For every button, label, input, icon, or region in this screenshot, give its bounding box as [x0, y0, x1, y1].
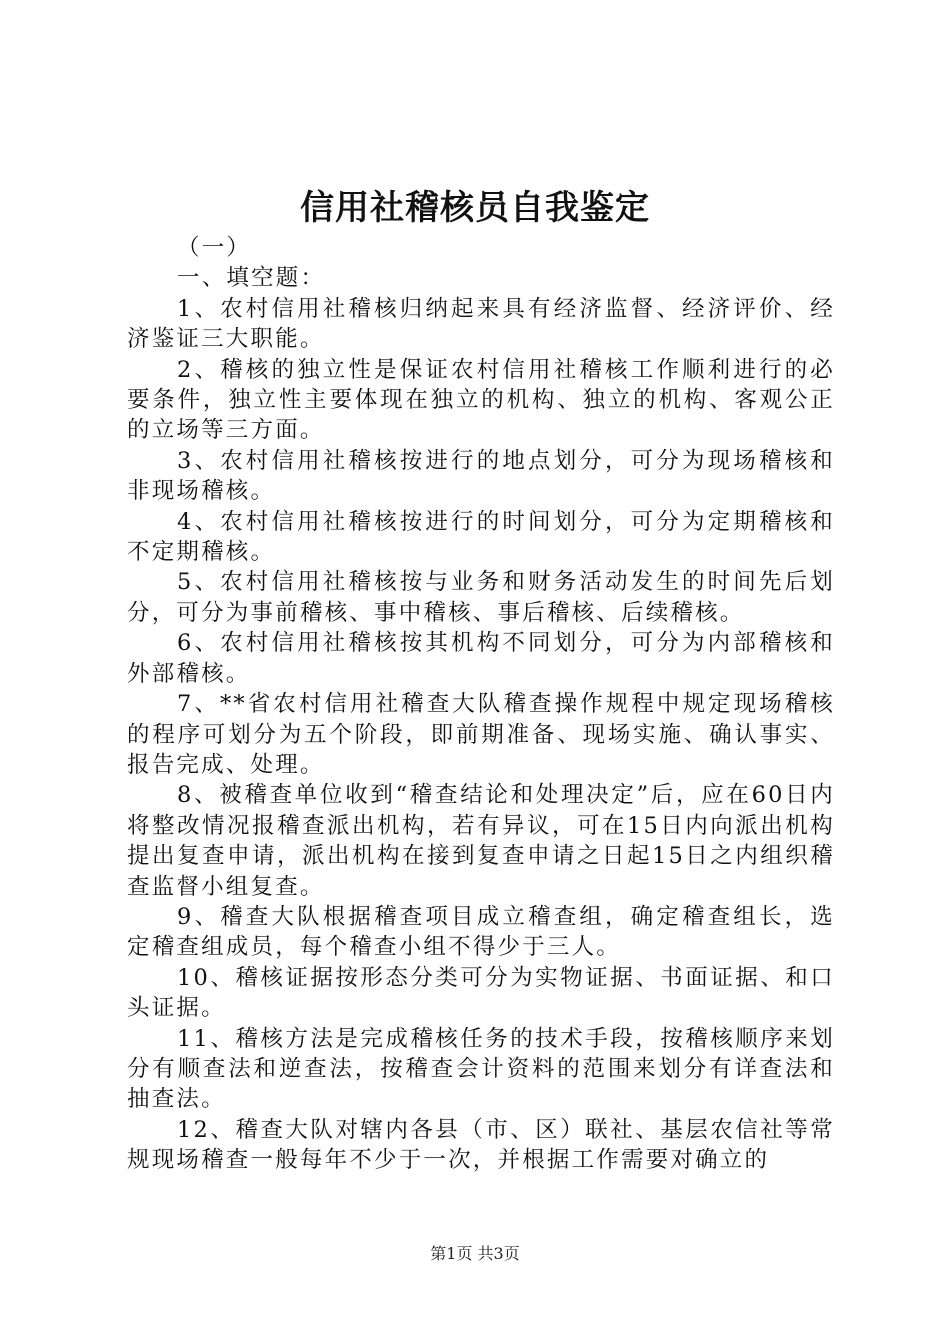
paragraph-item-5: 5、农村信用社稽核按与业务和财务活动发生的时间先后划分，可分为事前稽核、事中稽核、事后稽核、后续稽核。 — [127, 569, 835, 626]
page-footer: 第1页 共3页 — [430, 1244, 520, 1263]
paragraph-item-8: 8、被稽查单位收到“稽查结论和处理决定”后，应在60日内将整改情况报稽查派出机构，若有异议，可在15日内向派出机构提出复查申请，派出机构在接到复查申请之日起15日之内组织稽查监督小组复查。 — [127, 782, 835, 900]
paragraph-item-3: 3、农村信用社稽核按进行的地点划分，可分为现场稽核和非现场稽核。 — [127, 447, 835, 505]
paragraph-item-10: 10、稽核证据按形态分类可分为实物证据、书面证据、和口头证据。 — [127, 964, 835, 1022]
paragraph-item-12: 12、稽查大队对辖内各县（市、区）联社、基层农信社等常规现场稽查一般每年不少于一次，并根据工作需要对确立的 — [127, 1116, 835, 1174]
paragraph-item-7: 7、**省农村信用社稽查大队稽查操作规程中规定现场稽核的程序可划分为五个阶段，即前期准备、现场实施、确认事实、报告完成、处理。 — [127, 691, 835, 778]
section-heading: 一、填空题： — [177, 265, 326, 292]
document-body — [127, 233, 835, 1176]
document-title: 信用社稽核员自我鉴定 — [300, 188, 650, 228]
paragraph-item-4: 4、农村信用社稽核按进行的时间划分，可分为定期稽核和不定期稽核。 — [127, 508, 835, 566]
section-marker: （一） — [177, 235, 252, 261]
paragraph-item-2: 2、稽核的独立性是保证农村信用社稽核工作顺利进行的必要条件，独立性主要体现在独立的机构、独立的机构、客观公正的立场等三方面。 — [127, 356, 835, 444]
paragraph-item-9: 9、稽查大队根据稽查项目成立稽查组，确定稽查组长，选定稽查组成员，每个稽查小组不得少于三人。 — [127, 903, 835, 961]
paragraph-item-1: 1、农村信用社稽核归纳起来具有经济监督、经济评价、经济鉴证三大职能。 — [127, 295, 835, 353]
paragraph-item-6: 6、农村信用社稽核按其机构不同划分，可分为内部稽核和外部稽核。 — [127, 630, 835, 687]
paragraph-item-11: 11、稽核方法是完成稽核任务的技术手段，按稽核顺序来划分有顺查法和逆查法，按稽查会计资料的范围来划分有详查法和抽查法。 — [127, 1025, 835, 1113]
